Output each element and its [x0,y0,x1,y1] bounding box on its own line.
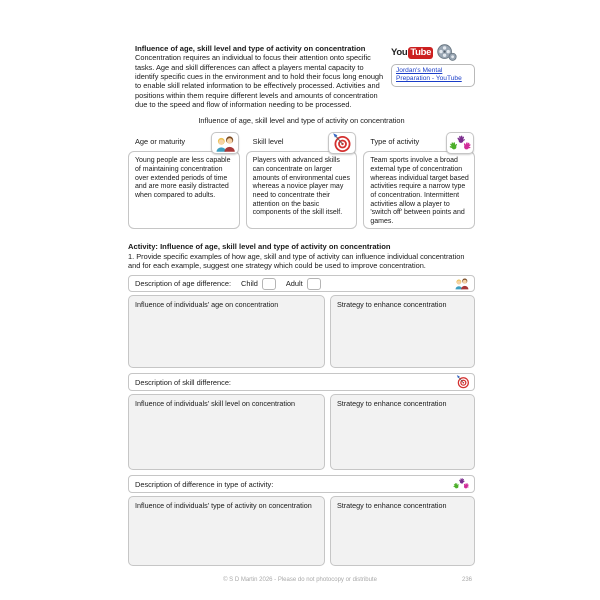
activity-instructions: 1. Provide specific examples of how age, skill and type of activity can influence individual concentration and for each example, suggest one strategy which could be used to improve concentration. [128,251,465,270]
block-header-label: Description of difference in type of activity: [135,479,274,489]
type-influence-label: Influence of individuals' type of activity on concentration [135,501,312,510]
adult-checkbox[interactable] [307,278,321,290]
column-header-activity: Type of activity [370,137,420,147]
handprints-icon [452,477,470,491]
column-body-skill: Players with advanced skills can concentrate on larger amounts of environmental cues whereas a novice player may need to concentrate their attention on the basic components of the skill itself. [246,151,358,229]
film-reel-icon [436,44,458,62]
activity-title: Activity: Influence of age, skill level and type of activity on concentration [128,242,391,252]
age-strategy-answer-box[interactable] [330,295,475,368]
activity-block-age [128,275,475,368]
skill-strategy-answer-box[interactable] [330,394,475,470]
skill-influence-answer-box[interactable] [128,394,325,470]
age-strategy-label: Strategy to enhance concentration [337,300,447,309]
type-strategy-answer-box[interactable] [330,496,475,566]
factors-columns [128,127,475,229]
block-header-label: Description of skill difference: [135,377,231,387]
intro-section [128,44,475,109]
dartboard-icon [328,132,356,154]
intro-title: Influence of age, skill level and type of activity on concentration [135,44,366,53]
footer-copyright: © S D Martin 2026 - Please do not photocopy or distribute [223,577,377,583]
activity-block-skill [128,373,475,470]
block-header-type [128,475,475,493]
youtube-link[interactable]: Jordan's Mental Preparation - YouTube [396,67,462,83]
footer-page-number: 236 [461,577,472,583]
column-body-activity: Team sports involve a broad external type of concentration whereas individual target based activities require a narrow type of concentration. Intermittent activities allow a player to 'switch off' between points and games. [363,151,475,229]
skill-strategy-label: Strategy to enhance concentration [337,399,447,408]
child-checkbox[interactable] [262,278,276,290]
intro-body: Concentration requires an individual to focus their attention onto specific tasks. Age and skill differences can affect a players mental capacity to identify specific cues in the environment and to hold their focus long enough to enable skill related information to be effectively processed. Activities and positions within them require different levels and amounts of concentration due to the speed and flow of information needing to be processed. [135,53,384,109]
factors-table-title: Influence of age, skill level and type of activity on concentration [198,116,405,126]
factor-column-activity [363,127,475,229]
people-icon [211,132,239,154]
type-strategy-label: Strategy to enhance concentration [337,501,447,510]
child-label: Child [241,279,258,288]
column-header-age: Age or maturity [135,137,186,147]
skill-influence-label: Influence of individuals' skill level on concentration [135,399,295,408]
block-header-label: Description of age difference: [135,279,231,288]
people-icon [453,277,470,290]
youtube-link-box [391,64,475,87]
type-influence-answer-box[interactable] [128,496,325,566]
column-header-skill: Skill level [252,137,284,147]
youtube-panel [391,44,475,93]
dartboard-icon [456,375,470,389]
block-header-skill [128,373,475,391]
age-influence-label: Influence of individuals' age on concentration [135,300,279,309]
factor-column-age [128,127,240,229]
column-body-age: Young people are less capable of maintaining concentration over extended periods of time and are more easily distracted when compared to adults. [128,151,240,229]
handprints-icon [446,132,474,154]
youtube-logo [391,47,433,59]
activity-block-type [128,475,475,566]
youtube-logo-you: You [391,47,408,58]
factor-column-skill [246,127,358,229]
block-header-age [128,275,475,292]
youtube-logo-tube: Tube [410,47,432,58]
age-influence-answer-box[interactable] [128,295,325,368]
adult-label: Adult [285,279,303,288]
